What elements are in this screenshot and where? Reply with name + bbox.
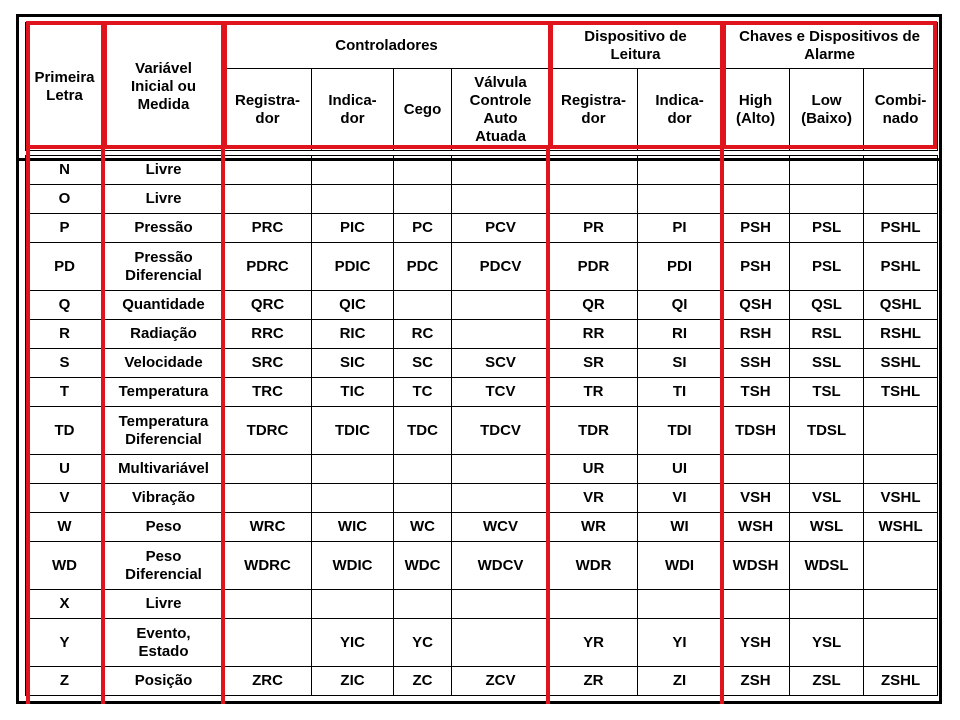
- cell-combinado: WSHL: [864, 513, 938, 542]
- cell-valvula: SCV: [452, 349, 550, 378]
- cell-combinado: TSHL: [864, 378, 938, 407]
- cell-variavel: Livre: [104, 185, 224, 214]
- cell-high: [722, 455, 790, 484]
- cell-high: RSH: [722, 320, 790, 349]
- cell-cego: [394, 156, 452, 185]
- cell-registrador: [224, 484, 312, 513]
- cell-low: WSL: [790, 513, 864, 542]
- cell-cego: YC: [394, 619, 452, 667]
- cell-high: TDSH: [722, 407, 790, 455]
- cell-valvula: [452, 291, 550, 320]
- cell-letra: T: [26, 378, 104, 407]
- cell-leitura-registrador: [550, 156, 638, 185]
- cell-leitura-indicador: YI: [638, 619, 722, 667]
- cell-high: YSH: [722, 619, 790, 667]
- cell-high: [722, 156, 790, 185]
- cell-leitura-registrador: WDR: [550, 542, 638, 590]
- header-low: Low (Baixo): [790, 69, 864, 151]
- cell-cego: [394, 291, 452, 320]
- cell-indicador: WIC: [312, 513, 394, 542]
- table-row: [26, 542, 938, 590]
- cell-low: TSL: [790, 378, 864, 407]
- cell-high: WSH: [722, 513, 790, 542]
- cell-combinado: [864, 590, 938, 619]
- cell-registrador: TDRC: [224, 407, 312, 455]
- cell-high: VSH: [722, 484, 790, 513]
- cell-combinado: ZSHL: [864, 667, 938, 696]
- cell-indicador: PDIC: [312, 243, 394, 291]
- cell-letra: N: [26, 156, 104, 185]
- cell-leitura-indicador: [638, 590, 722, 619]
- cell-combinado: QSHL: [864, 291, 938, 320]
- cell-leitura-registrador: [550, 590, 638, 619]
- cell-registrador: PDRC: [224, 243, 312, 291]
- cell-leitura-registrador: RR: [550, 320, 638, 349]
- cell-valvula: PCV: [452, 214, 550, 243]
- cell-combinado: [864, 156, 938, 185]
- cell-valvula: WCV: [452, 513, 550, 542]
- cell-valvula: TDCV: [452, 407, 550, 455]
- cell-low: WDSL: [790, 542, 864, 590]
- cell-leitura-indicador: SI: [638, 349, 722, 378]
- cell-variavel: Vibração: [104, 484, 224, 513]
- cell-leitura-indicador: VI: [638, 484, 722, 513]
- cell-cego: SC: [394, 349, 452, 378]
- cell-valvula: [452, 156, 550, 185]
- cell-leitura-registrador: WR: [550, 513, 638, 542]
- cell-leitura-indicador: WI: [638, 513, 722, 542]
- cell-cego: RC: [394, 320, 452, 349]
- cell-leitura-registrador: YR: [550, 619, 638, 667]
- cell-variavel: Quantidade: [104, 291, 224, 320]
- cell-registrador: WDRC: [224, 542, 312, 590]
- header-leitura-registrador: Registra-dor: [550, 69, 638, 151]
- cell-high: TSH: [722, 378, 790, 407]
- cell-leitura-registrador: VR: [550, 484, 638, 513]
- cell-cego: [394, 484, 452, 513]
- cell-registrador: [224, 590, 312, 619]
- cell-registrador: [224, 619, 312, 667]
- instrument-letter-table-figure: [16, 14, 944, 706]
- cell-valvula: TCV: [452, 378, 550, 407]
- cell-leitura-registrador: TDR: [550, 407, 638, 455]
- table-row: [26, 185, 938, 214]
- cell-variavel: Peso Diferencial: [104, 542, 224, 590]
- cell-combinado: [864, 185, 938, 214]
- cell-low: VSL: [790, 484, 864, 513]
- cell-leitura-registrador: [550, 185, 638, 214]
- header-group-leitura: Dispositivo de Leitura: [550, 23, 722, 69]
- cell-letra: Y: [26, 619, 104, 667]
- cell-leitura-indicador: WDI: [638, 542, 722, 590]
- cell-low: PSL: [790, 214, 864, 243]
- cell-variavel: Temperatura: [104, 378, 224, 407]
- header-registrador: Registra-dor: [224, 69, 312, 151]
- cell-leitura-indicador: [638, 156, 722, 185]
- cell-low: QSL: [790, 291, 864, 320]
- cell-cego: WDC: [394, 542, 452, 590]
- table-row: [26, 484, 938, 513]
- cell-combinado: [864, 455, 938, 484]
- cell-registrador: [224, 156, 312, 185]
- cell-letra: R: [26, 320, 104, 349]
- cell-indicador: ZIC: [312, 667, 394, 696]
- cell-leitura-indicador: ZI: [638, 667, 722, 696]
- cell-cego: PDC: [394, 243, 452, 291]
- cell-letra: TD: [26, 407, 104, 455]
- cell-high: SSH: [722, 349, 790, 378]
- cell-leitura-indicador: UI: [638, 455, 722, 484]
- cell-variavel: Pressão: [104, 214, 224, 243]
- cell-low: [790, 185, 864, 214]
- table-row: [26, 320, 938, 349]
- cell-indicador: TIC: [312, 378, 394, 407]
- table-row: [26, 243, 938, 291]
- cell-leitura-indicador: QI: [638, 291, 722, 320]
- header-combinado: Combi-nado: [864, 69, 938, 151]
- table-row: [26, 667, 938, 696]
- cell-cego: [394, 455, 452, 484]
- cell-combinado: PSHL: [864, 243, 938, 291]
- cell-indicador: QIC: [312, 291, 394, 320]
- cell-valvula: [452, 455, 550, 484]
- cell-cego: TC: [394, 378, 452, 407]
- table-row: [26, 349, 938, 378]
- cell-indicador: [312, 484, 394, 513]
- table-row: [26, 455, 938, 484]
- cell-valvula: PDCV: [452, 243, 550, 291]
- cell-variavel: Pressão Diferencial: [104, 243, 224, 291]
- cell-leitura-registrador: ZR: [550, 667, 638, 696]
- cell-cego: ZC: [394, 667, 452, 696]
- cell-low: [790, 590, 864, 619]
- cell-indicador: [312, 455, 394, 484]
- cell-valvula: [452, 619, 550, 667]
- cell-combinado: RSHL: [864, 320, 938, 349]
- cell-low: TDSL: [790, 407, 864, 455]
- cell-indicador: WDIC: [312, 542, 394, 590]
- cell-variavel: Radiação: [104, 320, 224, 349]
- cell-letra: O: [26, 185, 104, 214]
- header-indicador: Indica-dor: [312, 69, 394, 151]
- cell-valvula: [452, 185, 550, 214]
- cell-letra: X: [26, 590, 104, 619]
- cell-leitura-registrador: PDR: [550, 243, 638, 291]
- cell-combinado: VSHL: [864, 484, 938, 513]
- cell-registrador: SRC: [224, 349, 312, 378]
- cell-indicador: YIC: [312, 619, 394, 667]
- cell-combinado: [864, 619, 938, 667]
- cell-valvula: [452, 484, 550, 513]
- cell-indicador: [312, 590, 394, 619]
- cell-high: QSH: [722, 291, 790, 320]
- cell-letra: Z: [26, 667, 104, 696]
- cell-high: PSH: [722, 214, 790, 243]
- cell-low: [790, 455, 864, 484]
- cell-high: [722, 590, 790, 619]
- cell-variavel: Posição: [104, 667, 224, 696]
- cell-variavel: Peso: [104, 513, 224, 542]
- cell-combinado: [864, 407, 938, 455]
- header-high: High (Alto): [722, 69, 790, 151]
- table-row: [26, 291, 938, 320]
- cell-valvula: WDCV: [452, 542, 550, 590]
- cell-combinado: PSHL: [864, 214, 938, 243]
- cell-leitura-registrador: UR: [550, 455, 638, 484]
- cell-variavel: Evento, Estado: [104, 619, 224, 667]
- table-row: [26, 156, 938, 185]
- cell-registrador: [224, 185, 312, 214]
- cell-valvula: ZCV: [452, 667, 550, 696]
- cell-variavel: Livre: [104, 156, 224, 185]
- cell-indicador: RIC: [312, 320, 394, 349]
- cell-high: PSH: [722, 243, 790, 291]
- header-leitura-indicador: Indica-dor: [638, 69, 722, 151]
- cell-high: [722, 185, 790, 214]
- cell-leitura-indicador: [638, 185, 722, 214]
- table-row: [26, 378, 938, 407]
- cell-registrador: RRC: [224, 320, 312, 349]
- cell-variavel: Temperatura Diferencial: [104, 407, 224, 455]
- cell-letra: U: [26, 455, 104, 484]
- header-variavel: Variável Inicial ou Medida: [104, 23, 224, 151]
- cell-low: RSL: [790, 320, 864, 349]
- cell-registrador: WRC: [224, 513, 312, 542]
- table-row: [26, 513, 938, 542]
- cell-leitura-indicador: TDI: [638, 407, 722, 455]
- cell-registrador: PRC: [224, 214, 312, 243]
- cell-combinado: SSHL: [864, 349, 938, 378]
- cell-letra: PD: [26, 243, 104, 291]
- cell-leitura-registrador: PR: [550, 214, 638, 243]
- header-group-alarme: Chaves e Dispositivos de Alarme: [722, 23, 938, 69]
- header-group-controladores: Controladores: [224, 23, 550, 69]
- cell-leitura-indicador: PDI: [638, 243, 722, 291]
- cell-leitura-registrador: TR: [550, 378, 638, 407]
- cell-leitura-registrador: SR: [550, 349, 638, 378]
- cell-leitura-indicador: RI: [638, 320, 722, 349]
- cell-combinado: [864, 542, 938, 590]
- cell-letra: V: [26, 484, 104, 513]
- table-row: [26, 214, 938, 243]
- header-valvula: Válvula Controle Auto Atuada: [452, 69, 550, 151]
- cell-letra: S: [26, 349, 104, 378]
- cell-variavel: Livre: [104, 590, 224, 619]
- cell-cego: [394, 590, 452, 619]
- cell-valvula: [452, 320, 550, 349]
- cell-registrador: ZRC: [224, 667, 312, 696]
- cell-valvula: [452, 590, 550, 619]
- cell-indicador: SIC: [312, 349, 394, 378]
- cell-low: [790, 156, 864, 185]
- cell-registrador: QRC: [224, 291, 312, 320]
- cell-leitura-indicador: TI: [638, 378, 722, 407]
- table-row: [26, 590, 938, 619]
- cell-cego: TDC: [394, 407, 452, 455]
- cell-letra: Q: [26, 291, 104, 320]
- cell-high: ZSH: [722, 667, 790, 696]
- cell-cego: [394, 185, 452, 214]
- cell-indicador: PIC: [312, 214, 394, 243]
- cell-indicador: [312, 185, 394, 214]
- header-cego: Cego: [394, 69, 452, 151]
- cell-letra: W: [26, 513, 104, 542]
- table-row: [26, 407, 938, 455]
- cell-low: PSL: [790, 243, 864, 291]
- cell-registrador: [224, 455, 312, 484]
- cell-variavel: Multivariável: [104, 455, 224, 484]
- cell-indicador: TDIC: [312, 407, 394, 455]
- instrument-identification-table: [25, 22, 938, 696]
- table-row: [26, 619, 938, 667]
- cell-low: SSL: [790, 349, 864, 378]
- cell-cego: WC: [394, 513, 452, 542]
- cell-leitura-indicador: PI: [638, 214, 722, 243]
- cell-letra: P: [26, 214, 104, 243]
- cell-low: ZSL: [790, 667, 864, 696]
- cell-variavel: Velocidade: [104, 349, 224, 378]
- cell-cego: PC: [394, 214, 452, 243]
- cell-low: YSL: [790, 619, 864, 667]
- cell-high: WDSH: [722, 542, 790, 590]
- cell-registrador: TRC: [224, 378, 312, 407]
- cell-letra: WD: [26, 542, 104, 590]
- header-primeira-letra: Primeira Letra: [26, 23, 104, 151]
- cell-indicador: [312, 156, 394, 185]
- cell-leitura-registrador: QR: [550, 291, 638, 320]
